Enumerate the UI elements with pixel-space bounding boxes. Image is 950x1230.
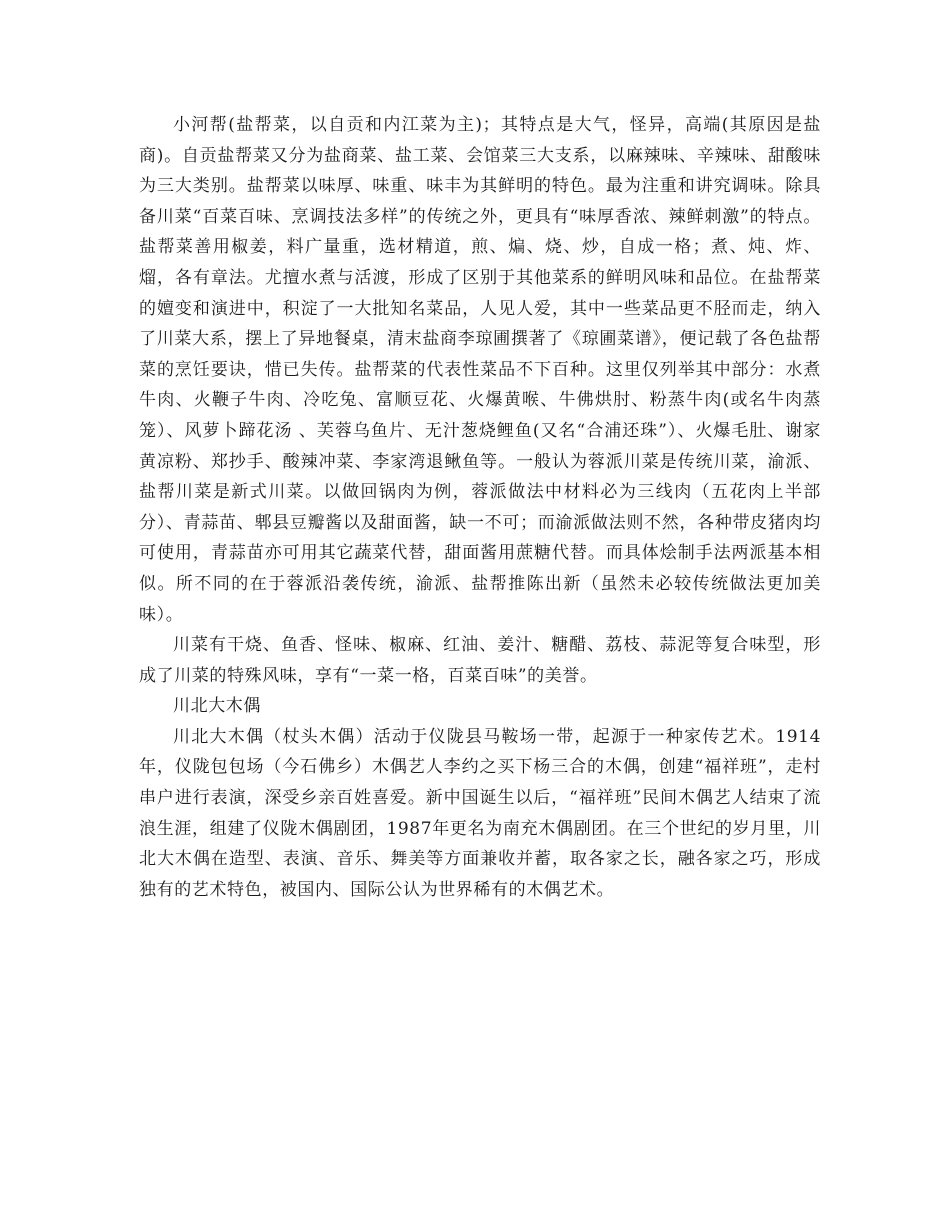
paragraph-flavor-types: 川菜有干烧、鱼香、怪味、椒麻、红油、姜汁、糖醋、荔枝、蒜泥等复合味型，形成了川菜的特殊风味，享有“一菜一格，百菜百味”的美誉。 xyxy=(139,635,821,686)
paragraph-salt-gang-cuisine: 小河帮(盐帮菜，以自贡和内江菜为主)；其特点是大气，怪异，高端(其原因是盐商)。自贡盐帮菜又分为盐商菜、盐工菜、会馆菜三大支系，以麻辣味、辛辣味、甜酸味为三大类别。盐帮菜以味厚、味重、味丰为其鲜明的特色。最为注重和讲究调味。除具备川菜“百菜百味、烹调技法多样”的传统之外，更具有“味厚香浓、辣鲜刺激”的特点。盐帮菜善用椒姜，料广量重，选材精道，煎、煸、烧、炒，自成一格；煮、炖、炸、熘，各有章法。尤擅水煮与活渡，形成了区别于其他菜系的鲜明风味和品位。在盐帮菜的嬗变和演进中，积淀了一大批知名菜品，人见人爱，其中一些菜品更不胫而走，纳入了川菜大系，摆上了异地餐桌，清末盐商李琼圃撰著了《琼圃菜谱》，便记载了各色盐帮菜的烹饪要诀，惜已失传。盐帮菜的代表性菜品不下百种。这里仅列举其中部分：水煮牛肉、火鞭子牛肉、冷吃兔、富顺豆花、火爆黄喉、牛佛烘肘、粉蒸牛肉(或名牛肉蒸笼）、风萝卜蹄花汤 、芙蓉乌鱼片、无汁葱烧鲤鱼(又名“合浦还珠”）、火爆毛肚、谢家黄凉粉、郑抄手、酸辣冲菜、李家湾退鳅鱼等。一般认为蓉派川菜是传统川菜，渝派、盐帮川菜是新式川菜。以做回锅肉为例，蓉派做法中材料必为三线肉（五花肉上半部分）、青蒜苗、郫县豆瓣酱以及甜面酱，缺一不可；而渝派做法则不然，各种带皮猪肉均可使用，青蒜苗亦可用其它蔬菜代替，甜面酱用蔗糖代替。而具体烩制手法两派基本相似。所不同的在于蓉派沿袭传统，渝派、盐帮推陈出新（虽然未必较传统做法更加美味）。 xyxy=(139,115,821,625)
paragraph-puppetry: 川北大木偶（杖头木偶）活动于仪陇县马鞍场一带，起源于一种家传艺术。1914年，仪陇包包场（今石佛乡）木偶艺人李约之买下杨三合的木偶，创建“福祥班”，走村串户进行表演，深受乡亲百姓喜爱。新中国诞生以后，“福祥班”民间木偶艺人结束了流浪生涯，组建了仪陇木偶剧团，1987年更名为南充木偶剧团。在三个世纪的岁月里，川北大木偶在造型、表演、音乐、舞美等方面兼收并蓄，取各家之长，融各家之巧，形成独有的艺术特色，被国内、国际公认为世界稀有的木偶艺术。 xyxy=(139,726,821,900)
document-page xyxy=(139,110,821,905)
section-heading: 川北大木偶 xyxy=(173,696,261,717)
